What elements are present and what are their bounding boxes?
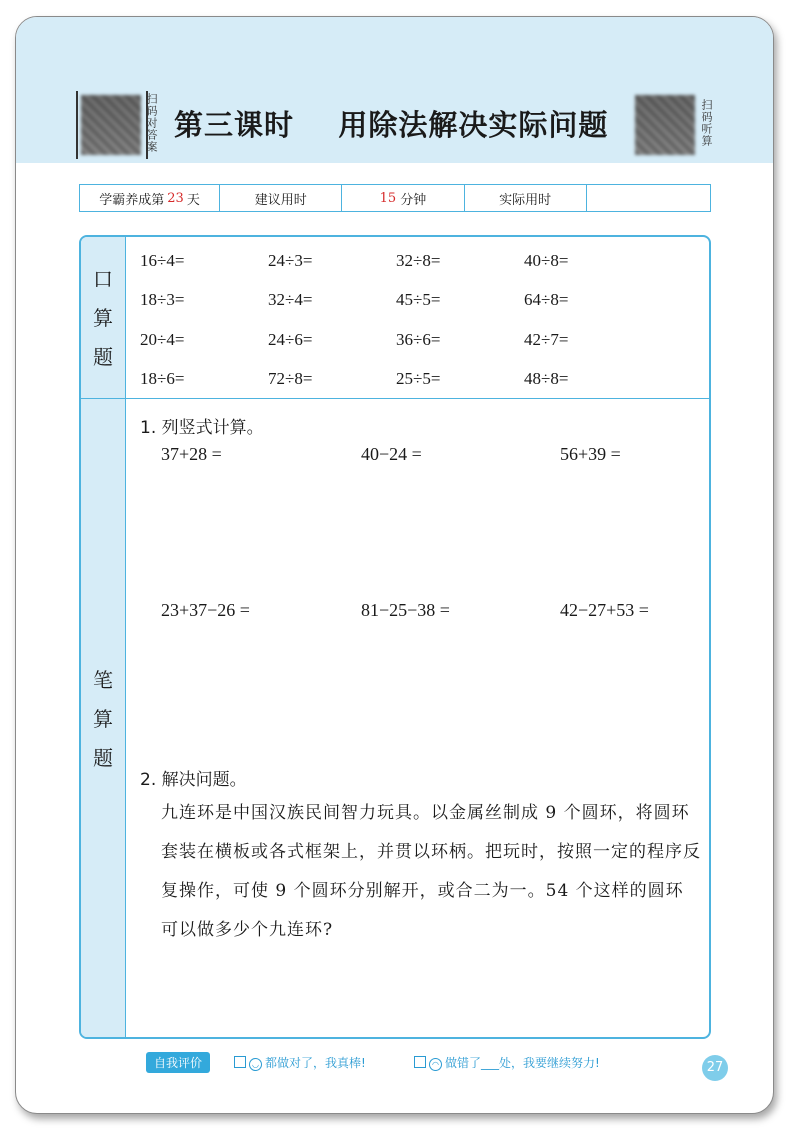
- oral-problems-grid: [140, 241, 652, 399]
- rating-option-retry[interactable]: [414, 1054, 600, 1071]
- days-count: 23: [167, 190, 184, 206]
- suggested-time-label: 建议用时: [220, 185, 342, 211]
- oral-problem: 32÷4=: [268, 290, 313, 310]
- section2-title: 2. 解决问题。: [140, 770, 247, 790]
- written-label-char: 算: [93, 707, 113, 731]
- oral-row: [140, 241, 652, 281]
- oral-problem: 48÷8=: [524, 369, 569, 389]
- actual-time-field[interactable]: [587, 185, 710, 211]
- oral-problem: 72÷8=: [268, 369, 313, 389]
- info-bar: [79, 184, 711, 212]
- oral-problem: 25÷5=: [396, 369, 441, 389]
- oral-row: [140, 281, 652, 321]
- scan-answers-label: 扫码对答案: [145, 93, 158, 153]
- vertical-calc-problem: 37+28 =: [161, 444, 222, 464]
- word-problem-text: 九连环是中国汉族民间智力玩具。以金属丝制成 9 个圆环，将圆环套装在横板或各式框架上，并贯以环柄。把玩时，按照一定的程序反复操作，可使 9 个圆环分别解开，或合二为一。54 个这样的圆环可以做多少个九连环?: [161, 803, 701, 940]
- rating-option-retry-label: 做错了___处，我要继续努力!: [445, 1056, 600, 1070]
- actual-time-label: 实际用时: [465, 185, 587, 211]
- oral-label-char: 口: [93, 267, 113, 291]
- oral-problem: 20÷4=: [140, 329, 185, 349]
- page-title: 第三课时 用除法解决实际问题: [174, 108, 609, 142]
- checkbox-icon[interactable]: [414, 1056, 426, 1068]
- written-label-char: 笔: [93, 668, 113, 692]
- vertical-calc-problem: 42−27+53 =: [560, 600, 649, 620]
- qr-code-answers[interactable]: [81, 95, 141, 155]
- oral-label-char: 算: [93, 306, 113, 330]
- oral-row: [140, 320, 652, 360]
- self-evaluation: [146, 1050, 746, 1072]
- oral-problem: 42÷7=: [524, 329, 569, 349]
- days-prefix: 学霸养成第: [99, 192, 165, 208]
- oral-problem: 18÷3=: [140, 290, 185, 310]
- checkbox-icon[interactable]: [234, 1056, 246, 1068]
- oral-problem: 32÷8=: [396, 250, 441, 270]
- suggested-minutes: 15: [379, 190, 397, 206]
- page-number: 27: [702, 1055, 728, 1081]
- scan-listen-label: 扫码听算: [700, 99, 713, 147]
- minutes-unit: 分钟: [400, 192, 427, 208]
- oral-problem: 18÷6=: [140, 369, 185, 389]
- written-label-char: 题: [93, 746, 113, 770]
- suggested-time-cell: [342, 185, 464, 211]
- vertical-calc-problem: 56+39 =: [560, 444, 621, 464]
- qr-code-listen[interactable]: [635, 95, 695, 155]
- days-suffix: 天: [186, 192, 200, 208]
- vertical-calc-problem: 23+37−26 =: [161, 600, 250, 620]
- vertical-calc-problem: 40−24 =: [361, 444, 422, 464]
- oral-label-char: 题: [93, 345, 113, 369]
- smile-face-icon: ◡: [249, 1058, 262, 1071]
- oral-problem: 45÷5=: [396, 290, 441, 310]
- written-section-label: [81, 661, 125, 778]
- self-evaluation-badge: 自我评价: [146, 1052, 210, 1073]
- vertical-calc-problem: 81−25−38 =: [361, 600, 450, 620]
- oral-row: [140, 360, 652, 400]
- oral-problem: 64÷8=: [524, 290, 569, 310]
- days-cell: [80, 185, 220, 211]
- rating-option-good-label: 都做对了，我真棒!: [265, 1056, 366, 1070]
- sad-face-icon: ◠: [429, 1058, 442, 1071]
- worksheet-page: [15, 16, 774, 1114]
- rating-option-good[interactable]: [234, 1054, 366, 1071]
- oral-problem: 16÷4=: [140, 250, 185, 270]
- oral-problem: 40÷8=: [524, 250, 569, 270]
- oral-problem: 24÷3=: [268, 250, 313, 270]
- exercise-box: [79, 235, 711, 1039]
- oral-problem: 36÷6=: [396, 329, 441, 349]
- oral-section-label: [81, 260, 125, 377]
- section1-title: 1. 列竖式计算。: [140, 418, 264, 438]
- oral-problem: 24÷6=: [268, 329, 313, 349]
